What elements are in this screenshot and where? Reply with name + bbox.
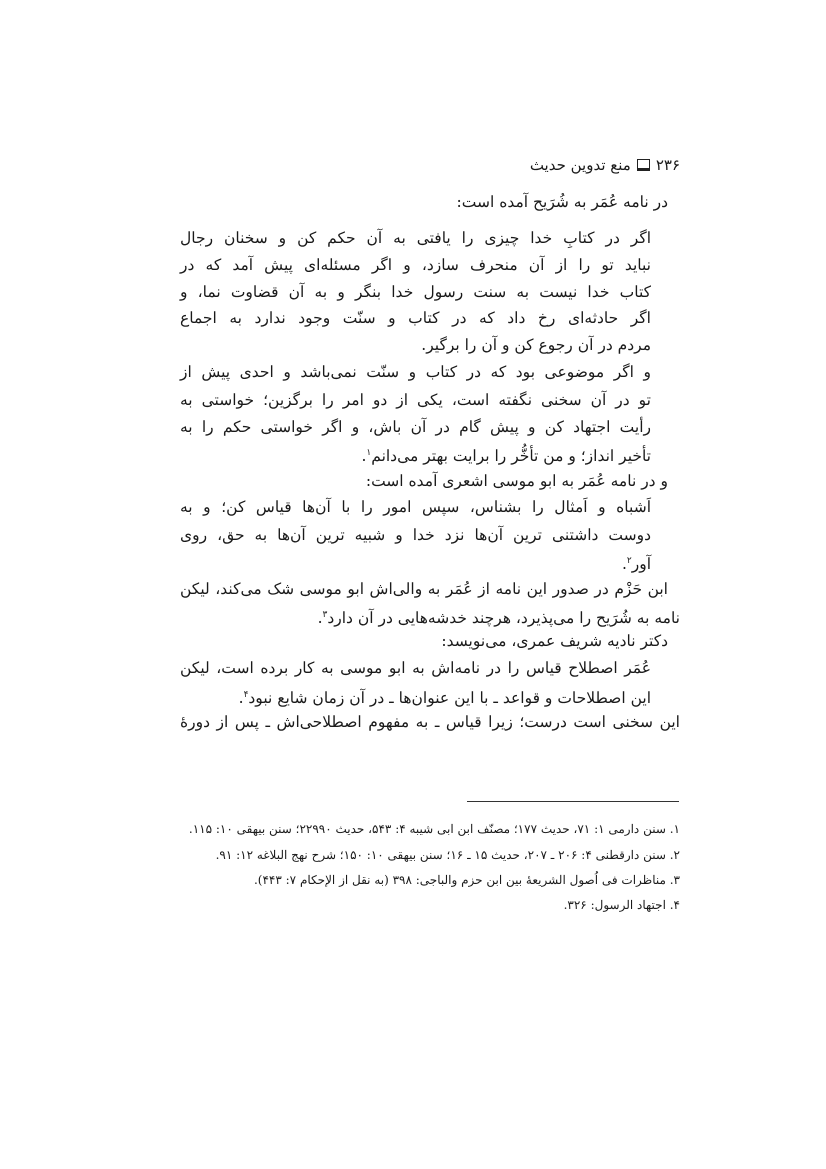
quote-line: نباید تو را از آن منحرف سازد، و اگر مسئله‌ای پیش آمد که در (180, 256, 651, 274)
line-text: این اصطلاحات و قواعد ـ با این عنوان‌ها ـ در آن زمان شایع نبود (248, 689, 651, 708)
footnote: ۲. سنن دارقطنی ۴: ۲۰۶ ـ ۲۰۷، حدیث ۱۵ ـ ۱۶؛ سنن بیهقی ۱۰: ۱۵۰؛ شرح نهج البلاغه ۱۲: ۹۱. (215, 848, 680, 862)
footnote-ref: ۲ (626, 556, 632, 566)
quote-line: این اصطلاحات و قواعد ـ با این عنوان‌ها ـ در آن زمان شایع نبود$^۴$. (238, 689, 651, 708)
footnote: ۴. اجتهاد الرسول: ۳۲۶. (563, 898, 680, 912)
quote-line: و اگر موضوعی بود که در کتاب و سنّت نمی‌باشد و احدی پیش از (180, 363, 651, 381)
line-text: آور (631, 555, 651, 574)
quote-line: کتاب خدا نیست به سنت رسول خدا بنگر و به آن قضاوت نما، و (180, 283, 651, 301)
text-line: و در نامه عُمَر به ابو موسی اشعری آمده است: (365, 472, 668, 490)
line-text: تأخیر انداز؛ و من تأخُّر را برایت بهتر می‌دانم (371, 447, 651, 466)
page-number: ۲۳۶ (655, 156, 680, 174)
footnote-divider (467, 801, 679, 802)
quote-line: اَشباه و اَمثال را بشناس، سپس امور را با آن‌ها قیاس کن؛ و به (180, 498, 651, 516)
quote-line: اگر در کتابِ خدا چیزی را یافتی به آن حکم کن و سخنان رجال (180, 229, 651, 247)
text-line: در نامه عُمَر به شُرَیح آمده است: (456, 193, 668, 211)
quote-line: مردم در آن رجوع کن و آن را برگیر. (421, 336, 651, 354)
quote-line: اگر حادثه‌ای رخ داد که در کتاب و سنّت وجود ندارد به اجماع (180, 309, 651, 327)
footnote-ref: ۱ (366, 448, 372, 458)
quote-line: رأیت اجتهاد کن و پیش گام در آن باش، و اگر خواستی حکم را به (180, 418, 651, 436)
square-ornament-icon (637, 159, 650, 171)
footnote-ref: ۳ (322, 610, 328, 620)
text-line: این سخنی است درست؛ زیرا قیاس ـ به مفهوم اصطلاحی‌اش ـ پس از دورهٔ (180, 713, 680, 731)
text-line: دکتر نادیه شریف عمری، می‌نویسد: (441, 632, 668, 650)
text-line: ابن حَزْم در صدور این نامه از عُمَر به والی‌اش ابو موسی شک می‌کند، لیکن (180, 580, 668, 598)
quote-line: دوست داشتنی ترین آن‌ها نزد خدا و شبیه ترین آن‌ها به حق، روی (180, 526, 651, 544)
running-header (530, 156, 680, 174)
book-title: منع تدوین حدیث (529, 156, 631, 174)
text-line: نامه به شُرَیح را می‌پذیرد، هرچند خدشه‌هایی در آن دارد$^۳$. (317, 609, 680, 628)
footnote-ref: ۴ (243, 690, 249, 700)
quote-line: آور$^۲$. (621, 555, 651, 574)
line-text: نامه به شُرَیح را می‌پذیرد، هرچند خدشه‌هایی در آن دارد (327, 609, 680, 628)
footnote: ۳. مناظرات فی اُصول الشریعهٔ بین ابن حزم والباجی: ۳۹۸ (به نقل از الإحکام ۷: ۴۴۳). (253, 873, 680, 887)
quote-line: تو در آن سخنی نگفته است، یکی از دو امر را برگزین؛ خواستی به (180, 391, 651, 409)
quote-line: تأخیر انداز؛ و من تأخُّر را برایت بهتر می‌دانم$^۱$. (361, 447, 651, 466)
quote-line: عُمَر اصطلاح قیاس را در نامه‌اش به ابو موسی به کار برده است، لیکن (180, 659, 651, 677)
footnote: ۱. سنن دارمی ۱: ۷۱، حدیث ۱۷۷؛ مصنّف ابن ابی شیبه ۴: ۵۴۳، حدیث ۲۲۹۹۰؛ سنن بیهقی ۱۰: ۱۱۵. (188, 822, 680, 836)
